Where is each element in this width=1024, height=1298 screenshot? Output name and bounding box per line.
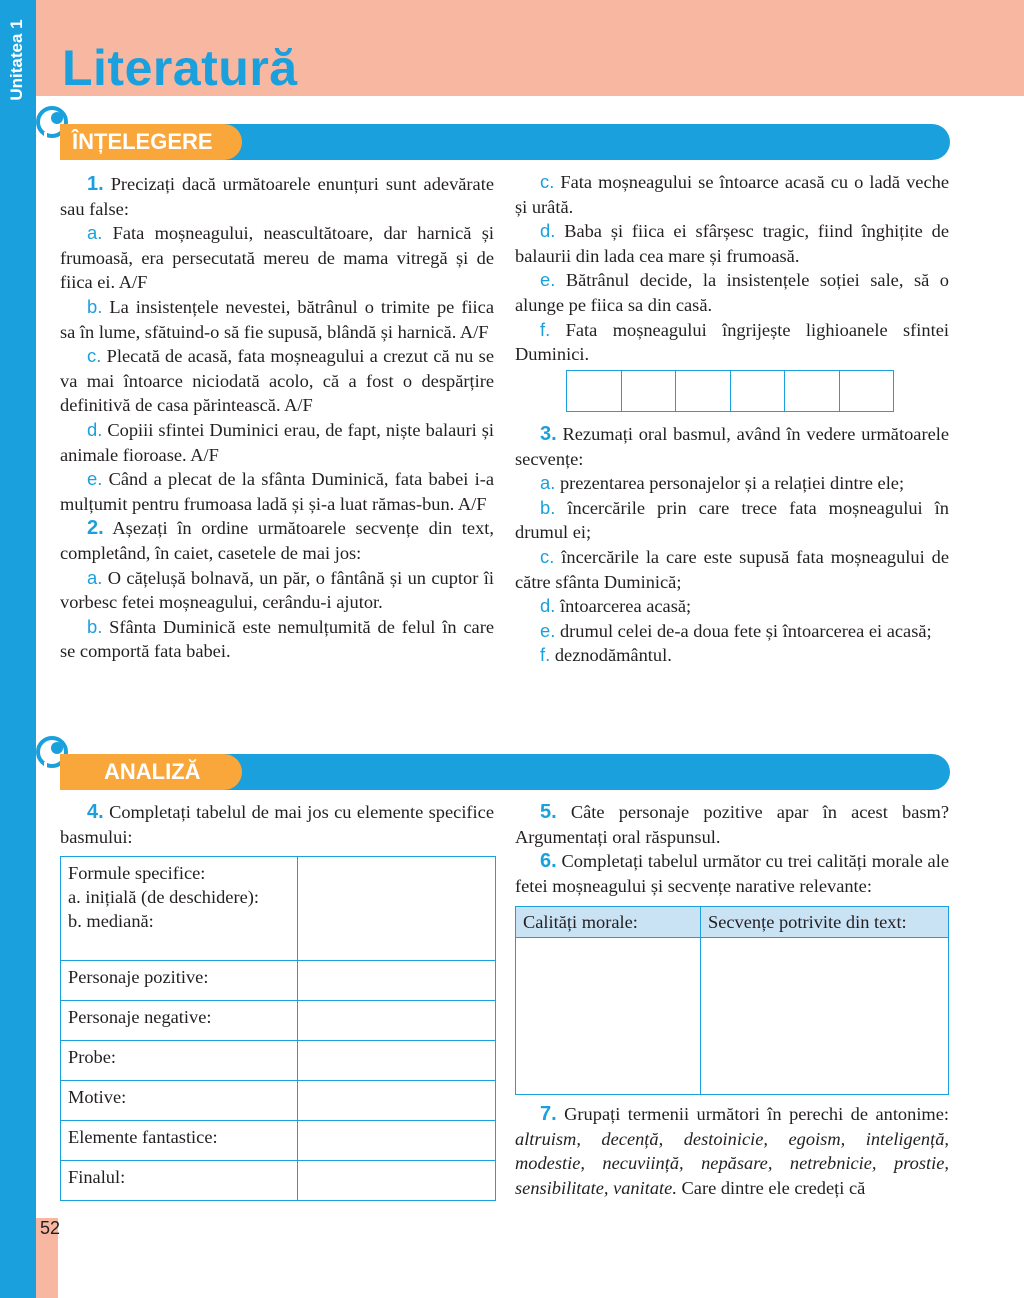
q7-text-end: Care dintre ele credeți că (676, 1177, 866, 1198)
q2-a-text: O cățelușă bolnavă, un păr, o fântână și un cuptor îi vorbesc fetei moșneagului, cerându-i ajutor. (60, 567, 494, 613)
question-2-continued (515, 170, 949, 367)
q3-number: 3. (540, 423, 557, 445)
side-strip (0, 0, 36, 1298)
q1-d-text: Copiii sfintei Duminici erau, de fapt, niște balauri și animale fioroase. A/F (60, 419, 494, 465)
q1-number: 1. (87, 173, 104, 195)
table-cell-label (61, 1081, 298, 1121)
answer-cell[interactable] (298, 961, 496, 1001)
section-title-understanding: ÎNȚELEGERE (72, 129, 213, 154)
page-title: Literatură (62, 40, 298, 96)
q1-c-text: Plecată de acasă, fata moșneagului a crezut că nu se va mai întoarce niciodată acolo, că a fost o despărțire definitivă de casa părintească. A/F (60, 346, 494, 416)
q3-c-letter: c. (540, 545, 555, 567)
q1-e-text: Când a plecat de la sfânta Duminică, fata babei i-a mulțumit pentru frumoasa ladă și și-a luat rămas-bun. A/F (60, 469, 494, 514)
q2-c-text: Fata moșneagului se întoarce acasă cu o ladă veche și urâtă. (515, 172, 949, 217)
order-box[interactable] (621, 371, 676, 411)
section-title-analysis: ANALIZĂ (104, 759, 201, 784)
order-box[interactable] (784, 371, 839, 411)
q2-f-text: Fata moșneagului îngrijește lighioanele sfintei Duminici. (515, 319, 949, 365)
q4-row-ending: Finalul: (68, 1167, 126, 1187)
answer-cell[interactable] (298, 1081, 496, 1121)
q1-b-letter: b. (87, 295, 103, 317)
q3-f-letter: f. (540, 644, 551, 666)
q4-row-negative: Personaje negative: (68, 1007, 212, 1027)
q3-b-text: încercările prin care trece fata moșneagului în drumul ei; (515, 497, 949, 543)
q4-row-trials: Probe: (68, 1047, 117, 1067)
q5-number: 5. (540, 801, 557, 823)
q1-d-letter: d. (87, 418, 103, 440)
table-cell-label (61, 857, 298, 961)
answer-cell[interactable] (298, 1161, 496, 1201)
fairy-tale-elements-table (60, 856, 496, 1201)
order-box[interactable] (839, 371, 894, 411)
order-box[interactable] (675, 371, 730, 411)
moral-qualities-table (515, 906, 949, 1095)
q4-text: Completați tabelul de mai jos cu elemente specifice basmului: (60, 802, 494, 847)
question-4 (60, 800, 494, 849)
q3-a-text: prezentarea personajelor și a relației dintre ele; (559, 473, 905, 494)
q2-d-text: Baba și fiica ei sfârșesc tragic, fiind înghițite de balaurii din lada cea mare și frumoasă. (515, 221, 949, 266)
order-box[interactable] (730, 371, 785, 411)
question-1 (60, 172, 494, 664)
answer-cell[interactable] (298, 1121, 496, 1161)
q2-e-letter: e. (540, 269, 556, 291)
q5-text: Câte personaje pozitive apar în acest basm? Argumentați oral răspunsul. (515, 802, 949, 847)
question-7 (515, 1102, 949, 1200)
q1-b-text: La insistențele nevestei, bătrânul o trimite pe fiica sa în lume, sfătuind-o să fie supusă, blândă și harnică. A/F (60, 296, 494, 342)
q3-c-text: încercările la care este supusă fata moșneagului de către sfânta Duminică; (515, 546, 949, 592)
q4-row-formulas: Formule specifice: a. inițială (de deschidere): b. mediană: (68, 863, 259, 931)
answer-cell[interactable] (701, 938, 949, 1095)
table-header: Calități morale: (516, 907, 701, 938)
answer-cell[interactable] (298, 1001, 496, 1041)
q3-f-text: deznodământul. (554, 645, 672, 666)
q4-row-fantastic: Elemente fantastice: (68, 1127, 218, 1147)
q2-number: 2. (87, 517, 104, 540)
answer-cell[interactable] (516, 938, 701, 1095)
q1-c-letter: c. (87, 345, 102, 367)
q7-terms: altruism, decență, destoinicie, egoism, inteligență, modestie, necuviință, nepăsare, netrebnicie, prostie, sensibilitate, vanitate. (515, 1128, 949, 1198)
q3-e-text: drumul celei de-a doua fete și întoarcerea ei acasă; (559, 620, 932, 641)
table-cell-label (61, 961, 298, 1001)
unit-text: Unitatea 1 (7, 19, 26, 101)
table-header: Secvențe potrivite din text: (701, 907, 949, 938)
page-number: 52 (40, 1218, 61, 1238)
table-cell-label (61, 1121, 298, 1161)
answer-cell[interactable] (298, 1041, 496, 1081)
q3-text: Rezumați oral basmul, având în vedere următoarele secvențe: (515, 424, 950, 469)
q2-f-letter: f. (540, 318, 551, 340)
q6-number: 6. (540, 850, 557, 873)
question-3 (515, 422, 949, 668)
q3-b-letter: b. (540, 496, 556, 518)
q1-text: Precizați dacă următoarele enunțuri sunt adevărate sau false: (60, 174, 494, 219)
q1-a-letter: a. (87, 222, 103, 244)
q1-e-letter: e. (87, 468, 103, 490)
table-cell-label (61, 1161, 298, 1201)
q3-a-letter: a. (540, 472, 556, 494)
q2-c-letter: c. (540, 171, 555, 192)
q3-d-text: întoarcerea acasă; (559, 596, 692, 617)
q2-d-letter: d. (540, 220, 556, 242)
ordering-boxes (566, 370, 894, 412)
q2-e-text: Bătrânul decide, la insistențele soției sale, să o alunge pe fiica sa din casă. (515, 270, 949, 315)
q2-a-letter: a. (87, 566, 103, 588)
table-cell-label (61, 1041, 298, 1081)
q1-a-text: Fata moșneagului, neascultătoare, dar harnică și frumoasă, era persecutată mereu de mama vitregă și de fiica ei. A/F (60, 223, 494, 293)
q2-b-text: Sfânta Duminică este nemulțumită de felul în care se comportă fata babei. (60, 616, 494, 662)
question-5-6 (515, 800, 949, 898)
q4-number: 4. (87, 801, 104, 823)
q2-text: Așezați în ordine următoarele secvențe din text, completând, în caiet, casetele de mai jos: (60, 518, 494, 563)
q7-text: Grupați termenii următori în perechi de antonime: (564, 1104, 949, 1124)
q4-row-positive: Personaje pozitive: (68, 967, 209, 987)
q3-d-letter: d. (540, 595, 556, 617)
q3-e-letter: e. (540, 619, 556, 641)
table-cell-label (61, 1001, 298, 1041)
q4-row-motifs: Motive: (68, 1087, 127, 1107)
order-box[interactable] (567, 371, 621, 411)
q6-text: Completați tabelul următor cu trei calități morale ale fetei moșneagului și secvențe narative relevante: (515, 851, 949, 896)
answer-cell[interactable] (298, 857, 496, 961)
q2-b-letter: b. (87, 615, 103, 637)
q7-number: 7. (540, 1103, 557, 1125)
